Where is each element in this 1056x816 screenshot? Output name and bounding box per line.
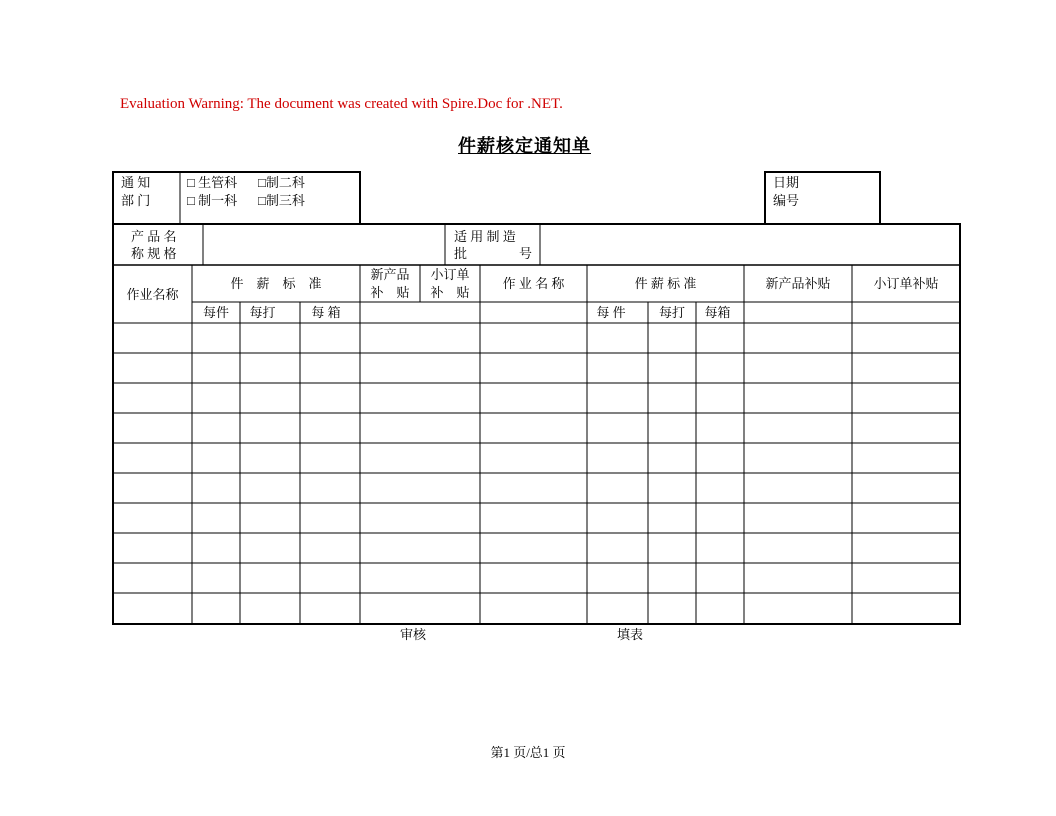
each-dozen-right: 每打 [658,305,685,320]
evaluation-warning: Evaluation Warning: The document was created with Spire.Doc for .NET. [120,96,563,112]
new-product-header-1: 新产品 [370,267,410,282]
job-name-header-left: 作业名称 [126,287,179,302]
notify-label-1: 通 知 [121,175,151,190]
fill-label: 填表 [617,627,644,642]
new-product-header-2: 补 贴 [370,285,410,300]
each-piece-left: 每件 [202,305,229,320]
checkbox-production-mgmt[interactable]: □ 生管科 [187,175,238,190]
small-order-subsidy-header: 小订单补贴 [873,276,939,291]
small-order-header-1: 小订单 [430,267,470,282]
notify-label-2: 部 门 [121,193,151,208]
job-name-header-right: 作 业 名 称 [502,276,565,291]
batch-label-2a: 批 [454,246,468,261]
each-box-left: 每 箱 [311,305,341,320]
checkbox-dept-1[interactable]: □ 制一科 [187,193,238,208]
checkbox-dept-2[interactable]: □制二科 [258,175,305,190]
review-label: 审核 [400,627,427,642]
new-product-subsidy-header: 新产品补贴 [765,276,831,291]
each-box-right: 每箱 [704,305,731,320]
page-footer: 第1 页/总1 页 [490,745,566,760]
number-label: 编号 [773,193,800,208]
piece-std-header-left: 件 薪 标 准 [230,276,322,291]
each-piece-right: 每 件 [596,305,626,320]
checkbox-dept-3[interactable]: □制三科 [258,193,305,208]
product-label-1: 产 品 名 [131,229,177,244]
product-label-2: 称 规 格 [131,246,177,261]
date-label: 日期 [773,175,800,190]
each-dozen-left: 每打 [249,305,276,320]
form-title: 件薪核定通知单 [458,136,591,156]
piece-std-header-right: 件 薪 标 准 [634,276,697,291]
batch-label-2b: 号 [519,246,533,261]
small-order-header-2: 补 贴 [430,285,470,300]
batch-label-1: 适 用 制 造 [454,229,516,244]
